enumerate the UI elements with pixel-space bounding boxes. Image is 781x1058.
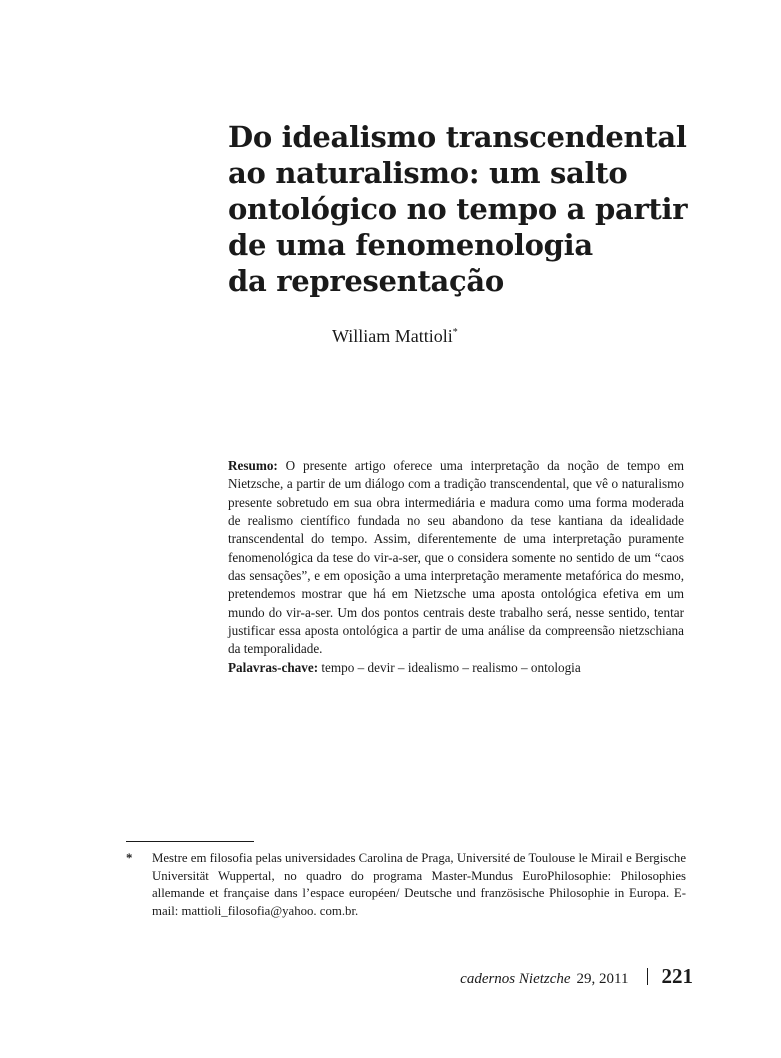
abstract-label: Resumo: [228, 458, 278, 473]
footnote [126, 850, 686, 920]
journal-issue: 29, 2011 [576, 971, 629, 987]
footer-separator [647, 968, 648, 985]
keywords-label: Palavras-chave: [228, 659, 319, 675]
abstract-text: O presente artigo oferece uma interpretação da noção de tempo em Nietzsche, a partir de um diálogo com a tradição transcendental, que vê o naturalismo presente sobretudo em sua obra intermediária e madura como uma forma moderada de realismo científico fundada no seu abandono da tese kantiana da idealidade transcendental do tempo. Assim, diferentemente de uma interpretação puramente fenomenológica da tese do vir-a-ser, que o considera somente no sentido de um “caos das sensações”, e em oposição a uma interpretação meramente metafórica do mesmo, pretendemos mostrar que há em Nietzsche uma aposta ontológica efetiva em um mundo do vir-a-ser. Um dos pontos centrais deste trabalho será, nesse sentido, tentar justificar essa aposta ontológica a partir de uma análise da compreensão nietzschiana da temporalidade. [228, 458, 684, 657]
title-line: de uma fenomenologia [228, 228, 593, 262]
journal-name: cadernos Nietzche [460, 971, 571, 987]
abstract-block [228, 457, 684, 677]
article-title [228, 119, 698, 299]
author-footnote-mark[interactable]: * [452, 327, 458, 338]
footnote-mark: * [126, 851, 133, 865]
title-line: da representação [228, 264, 504, 298]
title-line: Do idealismo transcendental [228, 120, 687, 154]
footnote-divider [126, 841, 254, 842]
abstract-paragraph [228, 457, 684, 659]
title-line: ao naturalismo: um salto [228, 156, 628, 190]
footnote-text: Mestre em filosofia pelas universidades Carolina de Praga, Université de Toulouse le Mirail e Bergische Universität Wuppertal, no quadro do programa Master-Mundus EuroPhilosophie: Philosophies allemande et française dans l’espace européen/ Deutsche und französische Philosophie in Europa. E-mail: mattioli_filosofia@yahoo. com.br. [152, 851, 686, 918]
keywords-paragraph [228, 659, 684, 677]
page-number: 221 [661, 964, 693, 988]
keywords-text: tempo – devir – idealismo – realismo – ontologia [318, 659, 581, 675]
author-line [332, 325, 458, 347]
author-name: William Mattioli [332, 326, 453, 346]
page-footer [460, 964, 693, 989]
title-line: ontológico no tempo a partir [228, 192, 688, 226]
